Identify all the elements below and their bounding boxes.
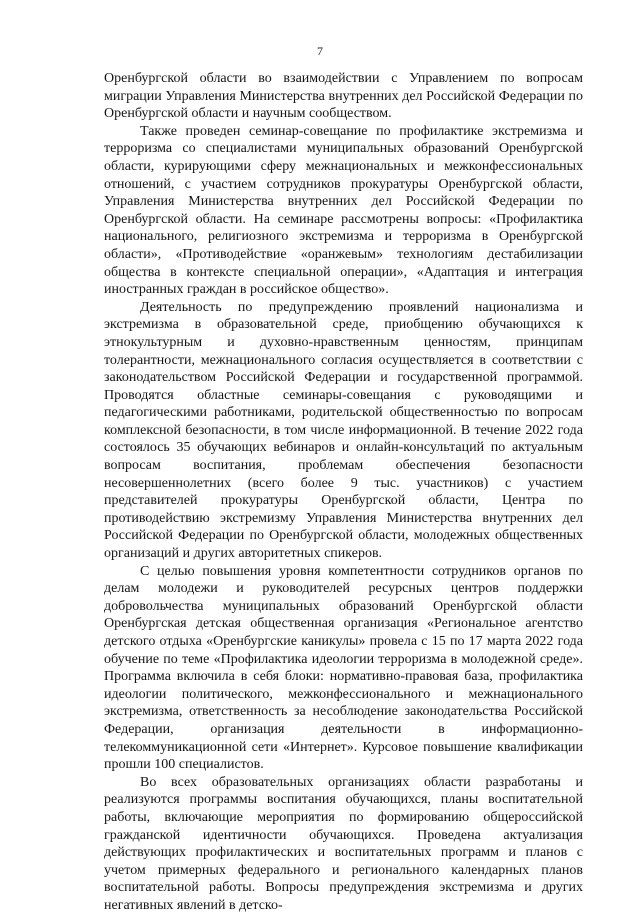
paragraph: Во всех образовательных организациях области разработаны и реализуются программы воспитания обучающихся, планы воспитательной работы, включающие мероприятия по формированию общероссийской гражданской идентичности обучающихся. Проведена актуализация действующих профилактических и воспитательных программ и планов с учетом примерных федерального и регионального календарных планов воспитательной работы. Вопросы предупреждения экстремизма и других негативных явлений в детско- [104,774,583,913]
paragraph: Также проведен семинар-совещание по профилактике экстремизма и терроризма со специалистами муниципальных образований Оренбургской области, курирующими сферу межнациональных и межконфессиональных отношений, с участием сотрудников прокуратуры Оренбургской области, Управления Министерства внутренних дел Российской Федерации по Оренбургской области. На семинаре рассмотрены вопросы: «Профилактика национального, религиозного экстремизма и терроризма в Оренбургской области», «Противодействие «оранжевым» технологиям дестабилизации общества в контексте специальной операции», «Адаптация и интеграция иностранных граждан в российское общество». [104,123,583,298]
paragraph: Оренбургской области во взаимодействии с Управлением по вопросам миграции Управления Министерства внутренних дел Российской Федерации по Оренбургской области и научным сообществом. [104,71,583,122]
paragraph: Деятельность по предупреждению проявлений национализма и экстремизма в образовательной среде, приобщению обучающихся к этнокультурным и духовно-нравственным ценностям, принципам толерантности, межнационального согласия осуществляется в соответствии с законодательством Российской Федерации и государственной программой. Проводятся областные семинары-совещания с руководящими и педагогическими работниками, родительской общественностью по вопросам комплексной безопасности, в том числе информационной. В течение 2022 года состоялось 35 обучающих вебинаров и онлайн-консультаций по актуальным вопросам воспитания, проблемам обеспечения безопасности несовершеннолетних (всего более 9 тыс. участников) с участием представителей прокуратуры Оренбургской области, Центра по противодействию экстремизму Управления Министерства внутренних дел Российской Федерации по Оренбургской области, молодежных общественных организаций и других авторитетных спикеров. [104,299,583,562]
document-body [104,70,583,915]
page-number: 7 [317,44,323,58]
paragraph: С целью повышения уровня компетентности сотрудников органов по делам молодежи и руководителей ресурсных центров поддержки добровольчества муниципальных образований Оренбургской области Оренбургская детская общественная организация «Региональное агентство детского отдыха «Оренбургские каникулы» провела с 15 по 17 марта 2022 года обучение по теме «Профилактика идеологии терроризма в молодежной среде». Программа включила в себя блоки: нормативно-правовая база, профилактика идеологии политического, межконфессионального и межнационального экстремизма, ответственность за несоблюдение законодательства Российской Федерации, организация деятельности в информационно-телекоммуникационной сети «Интернет». Курсовое повышение квалификации прошли 100 специалистов. [104,563,583,773]
